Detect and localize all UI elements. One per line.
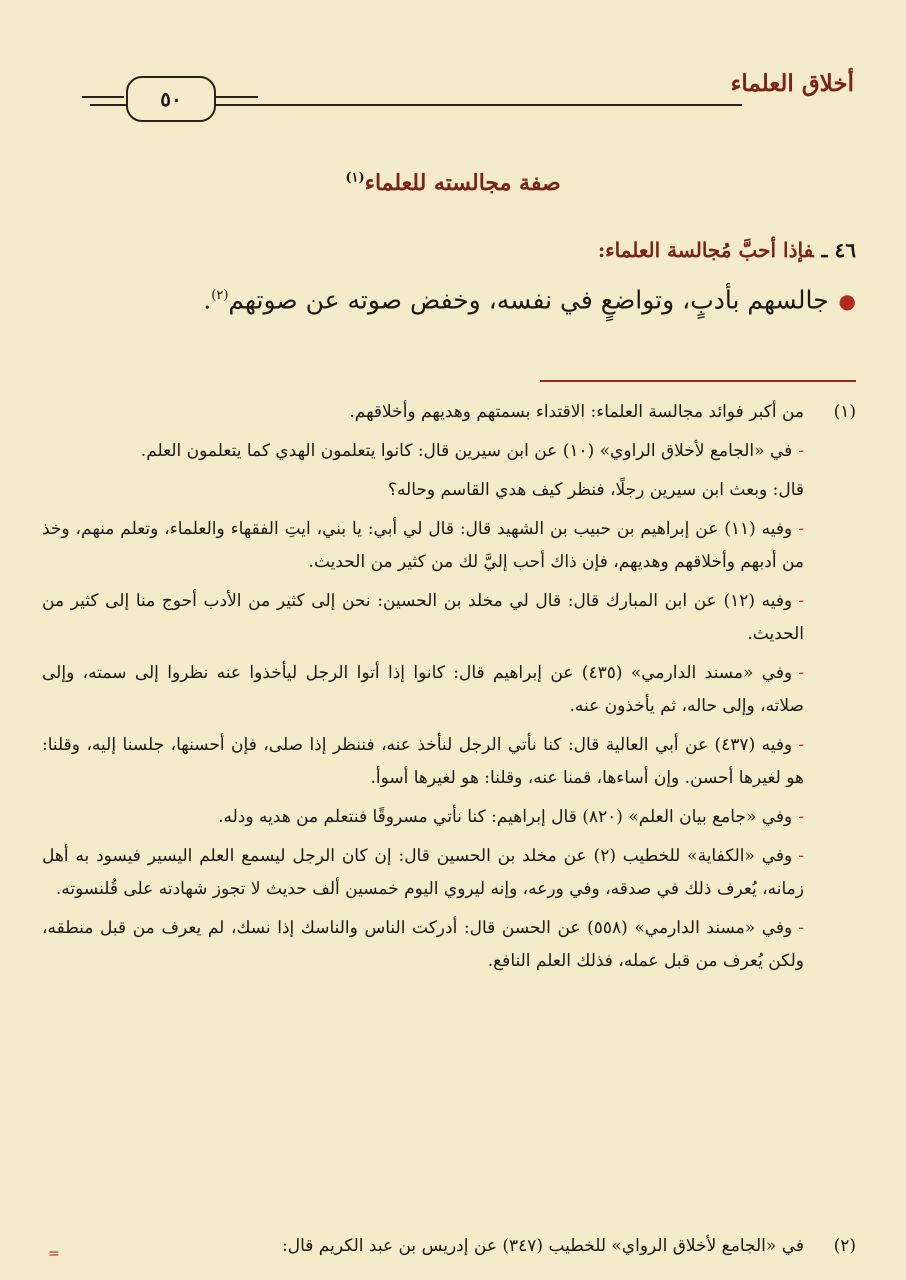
section-title-text: صفة مجالسته للعلماء	[364, 170, 561, 196]
running-header-title: أخلاق العلماء	[730, 70, 854, 97]
dash-icon: -	[798, 846, 804, 866]
dash-icon: -	[798, 441, 804, 461]
footnote-paragraph: -وفي «جامع بيان العلم» (٨٢٠) قال إبراهيم: كنا نأتي مسروقًا فنتعلم من هديه ودله.	[218, 807, 804, 827]
continuation-mark: =	[48, 1246, 60, 1262]
footnote-paragraph: -وفي «الكفاية» للخطيب (٢) عن مخلد بن الحسين قال: إن كان الرجل ليسمع العلم اليسير فيسود به أهل زمانه، يُعرف ذلك في صدقه، وفي ورعه، وإنه ليروي اليوم خمسين ألف حديث لا تجوز شهادته على قُلنسوته.	[42, 846, 804, 899]
dash-icon: -	[798, 663, 805, 683]
footnote-body	[42, 1230, 804, 1263]
footnote-paragraph: -وفيه (١١) عن إبراهيم بن حبيب بن الشهيد قال: قال لي أبي: يا بني، ايتِ الفقهاء والعلماء، وتعلم منهم، وخذ من أدبهم وأخلاقهم وهديهم، فإن ذاك أحب إليَّ لك من كثير من الحديث.	[42, 519, 804, 572]
item-heading-text: فإذا أحبَّ مُجالسة العلماء:	[597, 238, 814, 262]
bullet-icon: ●	[838, 289, 856, 314]
section-title-note: (١)	[345, 170, 365, 186]
main-text-note: (٢)	[211, 288, 229, 303]
footnote-body	[42, 396, 804, 978]
footnote-paragraph: -وفي «مسند الدارمي» (٤٣٥) عن إبراهيم قال: كانوا إذا أتوا الرجل ليأخذوا عنه نظروا إلى سمته، وإلى صلاته، وإلى حاله، ثم يأخذون عنه.	[42, 663, 805, 716]
item-heading	[598, 238, 856, 262]
footnote-number: (٢)	[833, 1236, 856, 1256]
header-dash-left	[82, 96, 124, 98]
footnote-separator	[540, 380, 856, 382]
footnote-paragraph: -في «الجامع لأخلاق الراوي» (١٠) عن ابن سيرين قال: كانوا يتعلمون الهدي كما يتعلمون العلم.	[140, 441, 804, 461]
main-text-end: .	[203, 285, 212, 315]
footnote-paragraph: في «الجامع لأخلاق الرواي» للخطيب (٣٤٧) عن إدريس بن عبد الكريم قال:	[281, 1236, 804, 1256]
dash-icon: -	[798, 735, 804, 755]
footnote-paragraph: -وفي «مسند الدارمي» (٥٥٨) عن الحسن قال: أدركت الناس والناسك إذا نسك، لم يعرف من قبل منطقه، ولكن يُعرف من قبل عمله، فذلك العلم النافع.	[42, 918, 804, 971]
dash-icon: -	[798, 519, 804, 539]
footnote-paragraph: -وفيه (١٢) عن ابن المبارك قال: قال لي مخلد بن الحسين: نحن إلى كثير من الأدب أحوج منا إلى كثير من الحديث.	[42, 591, 804, 644]
page-number: ٥٠	[160, 87, 182, 111]
main-text-body: جالسهم بأدبٍ، وتواضعٍ في نفسه، وخفض صوته عن صوتهم	[228, 285, 829, 315]
section-title	[0, 170, 906, 196]
header-dash-right	[216, 96, 258, 98]
dash-icon: -	[798, 807, 804, 827]
footnote-paragraph: قال: وبعث ابن سيرين رجلًا، فنظر كيف هدي القاسم وحاله؟	[387, 480, 804, 500]
footnote-number: (١)	[833, 402, 856, 422]
footnote-2	[42, 1230, 856, 1269]
dash-icon: -	[798, 918, 804, 938]
footnote-paragraph: من أكبر فوائد مجالسة العلماء: الاقتداء بسمتهم وهديهم وأخلاقهم.	[349, 402, 804, 422]
dash-icon: -	[798, 591, 804, 611]
main-text	[50, 272, 856, 325]
page-number-box	[126, 76, 216, 122]
item-number: ٤٦ ـ	[821, 238, 856, 262]
footnote-paragraph: -وفيه (٤٣٧) عن أبي العالية قال: كنا نأتي الرجل لنأخذ عنه، فننظر إذا صلى، فإن أحسنها، جلسنا إليه، وقلنا: هو لغيرها أحسن. وإن أساءها، قمنا عنه، وقلنا: هو لغيرها أسوأ.	[42, 735, 804, 788]
footnote-1	[42, 396, 856, 984]
